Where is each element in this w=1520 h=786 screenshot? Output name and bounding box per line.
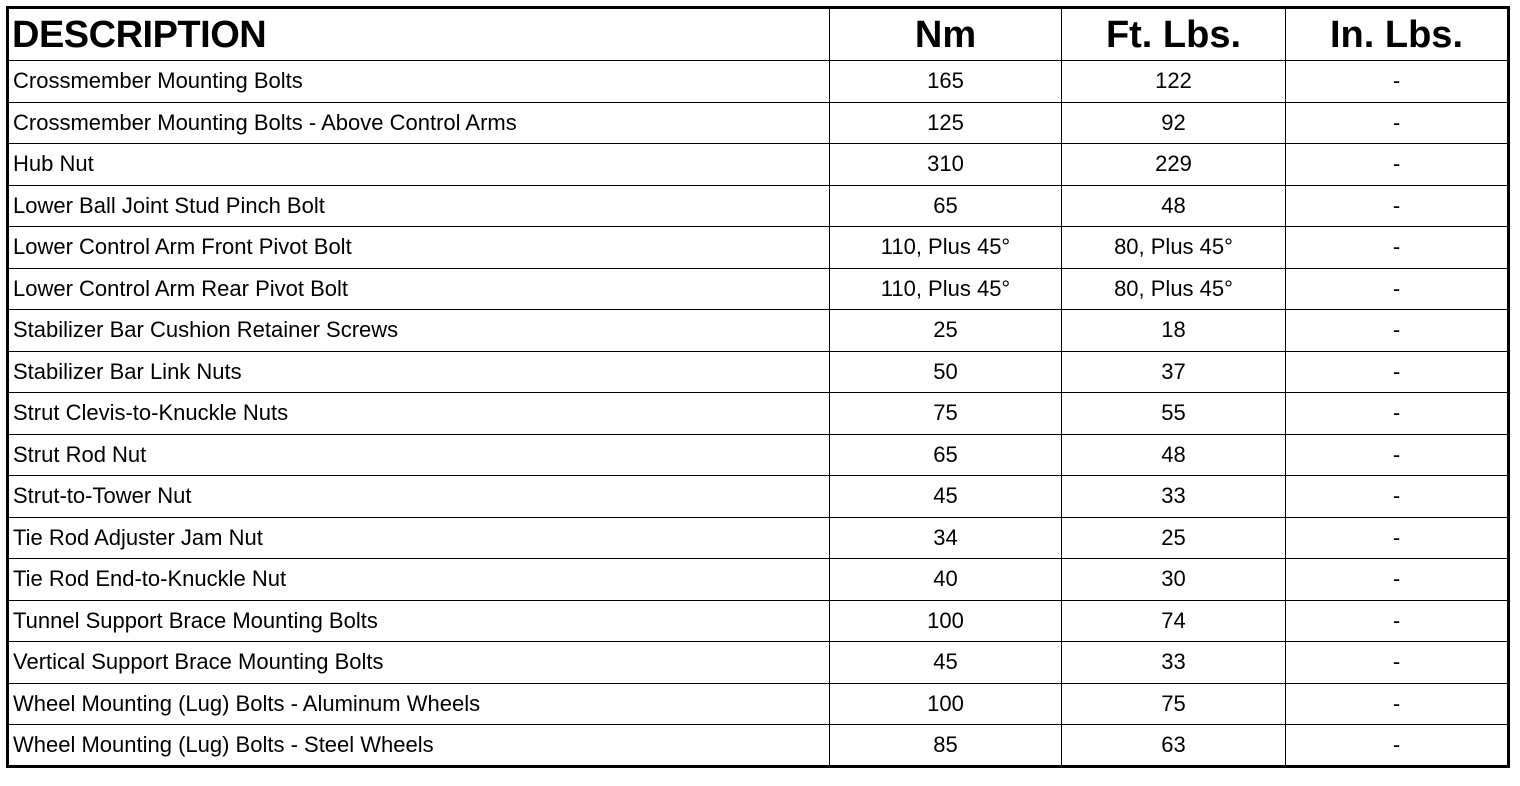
cell-ft-lbs: 63 <box>1062 725 1286 767</box>
cell-in-lbs: - <box>1286 268 1509 310</box>
cell-description: Wheel Mounting (Lug) Bolts - Aluminum Wheels <box>8 683 830 725</box>
table-row <box>8 393 1509 435</box>
cell-description: Strut Rod Nut <box>8 434 830 476</box>
cell-description: Strut-to-Tower Nut <box>8 476 830 518</box>
cell-description: Crossmember Mounting Bolts <box>8 61 830 103</box>
cell-in-lbs: - <box>1286 185 1509 227</box>
cell-in-lbs: - <box>1286 144 1509 186</box>
cell-in-lbs: - <box>1286 559 1509 601</box>
table-row <box>8 683 1509 725</box>
cell-description: Tie Rod Adjuster Jam Nut <box>8 517 830 559</box>
cell-nm: 45 <box>830 642 1062 684</box>
table-row <box>8 559 1509 601</box>
cell-description: Vertical Support Brace Mounting Bolts <box>8 642 830 684</box>
cell-ft-lbs: 33 <box>1062 642 1286 684</box>
cell-description: Wheel Mounting (Lug) Bolts - Steel Wheels <box>8 725 830 767</box>
cell-in-lbs: - <box>1286 683 1509 725</box>
cell-in-lbs: - <box>1286 102 1509 144</box>
cell-in-lbs: - <box>1286 351 1509 393</box>
cell-nm: 310 <box>830 144 1062 186</box>
cell-nm: 34 <box>830 517 1062 559</box>
table-row <box>8 310 1509 352</box>
cell-in-lbs: - <box>1286 476 1509 518</box>
table-row <box>8 642 1509 684</box>
cell-ft-lbs: 229 <box>1062 144 1286 186</box>
table-row <box>8 268 1509 310</box>
table-row <box>8 102 1509 144</box>
header-row <box>8 8 1509 61</box>
cell-ft-lbs: 25 <box>1062 517 1286 559</box>
table-header <box>8 8 1509 61</box>
table-row <box>8 476 1509 518</box>
cell-ft-lbs: 74 <box>1062 600 1286 642</box>
header-in-lbs: In. Lbs. <box>1286 8 1509 61</box>
cell-ft-lbs: 37 <box>1062 351 1286 393</box>
cell-description: Tunnel Support Brace Mounting Bolts <box>8 600 830 642</box>
cell-description: Crossmember Mounting Bolts - Above Control Arms <box>8 102 830 144</box>
table-row <box>8 434 1509 476</box>
table-row <box>8 61 1509 103</box>
cell-in-lbs: - <box>1286 310 1509 352</box>
table-row <box>8 600 1509 642</box>
cell-description: Hub Nut <box>8 144 830 186</box>
cell-description: Strut Clevis-to-Knuckle Nuts <box>8 393 830 435</box>
cell-nm: 100 <box>830 600 1062 642</box>
cell-nm: 50 <box>830 351 1062 393</box>
cell-in-lbs: - <box>1286 434 1509 476</box>
cell-nm: 100 <box>830 683 1062 725</box>
cell-in-lbs: - <box>1286 600 1509 642</box>
cell-ft-lbs: 55 <box>1062 393 1286 435</box>
cell-nm: 75 <box>830 393 1062 435</box>
cell-nm: 165 <box>830 61 1062 103</box>
cell-ft-lbs: 33 <box>1062 476 1286 518</box>
table-row <box>8 725 1509 767</box>
torque-spec-table <box>6 6 1510 768</box>
table-row <box>8 185 1509 227</box>
cell-nm: 25 <box>830 310 1062 352</box>
cell-ft-lbs: 92 <box>1062 102 1286 144</box>
cell-nm: 45 <box>830 476 1062 518</box>
cell-in-lbs: - <box>1286 61 1509 103</box>
header-nm: Nm <box>830 8 1062 61</box>
cell-description: Lower Ball Joint Stud Pinch Bolt <box>8 185 830 227</box>
cell-ft-lbs: 80, Plus 45° <box>1062 227 1286 269</box>
cell-nm: 110, Plus 45° <box>830 268 1062 310</box>
cell-description: Tie Rod End-to-Knuckle Nut <box>8 559 830 601</box>
cell-nm: 65 <box>830 434 1062 476</box>
cell-ft-lbs: 48 <box>1062 434 1286 476</box>
cell-nm: 85 <box>830 725 1062 767</box>
cell-ft-lbs: 18 <box>1062 310 1286 352</box>
table-row <box>8 227 1509 269</box>
header-ft-lbs: Ft. Lbs. <box>1062 8 1286 61</box>
cell-description: Lower Control Arm Rear Pivot Bolt <box>8 268 830 310</box>
cell-in-lbs: - <box>1286 393 1509 435</box>
table-row <box>8 517 1509 559</box>
cell-in-lbs: - <box>1286 725 1509 767</box>
cell-description: Lower Control Arm Front Pivot Bolt <box>8 227 830 269</box>
table-row <box>8 351 1509 393</box>
cell-in-lbs: - <box>1286 227 1509 269</box>
cell-ft-lbs: 30 <box>1062 559 1286 601</box>
cell-nm: 40 <box>830 559 1062 601</box>
cell-description: Stabilizer Bar Cushion Retainer Screws <box>8 310 830 352</box>
cell-nm: 110, Plus 45° <box>830 227 1062 269</box>
header-description: DESCRIPTION <box>8 8 830 61</box>
cell-ft-lbs: 75 <box>1062 683 1286 725</box>
table-row <box>8 144 1509 186</box>
cell-nm: 125 <box>830 102 1062 144</box>
cell-in-lbs: - <box>1286 517 1509 559</box>
cell-nm: 65 <box>830 185 1062 227</box>
cell-ft-lbs: 48 <box>1062 185 1286 227</box>
cell-ft-lbs: 80, Plus 45° <box>1062 268 1286 310</box>
cell-in-lbs: - <box>1286 642 1509 684</box>
table-body <box>8 61 1509 767</box>
cell-description: Stabilizer Bar Link Nuts <box>8 351 830 393</box>
cell-ft-lbs: 122 <box>1062 61 1286 103</box>
